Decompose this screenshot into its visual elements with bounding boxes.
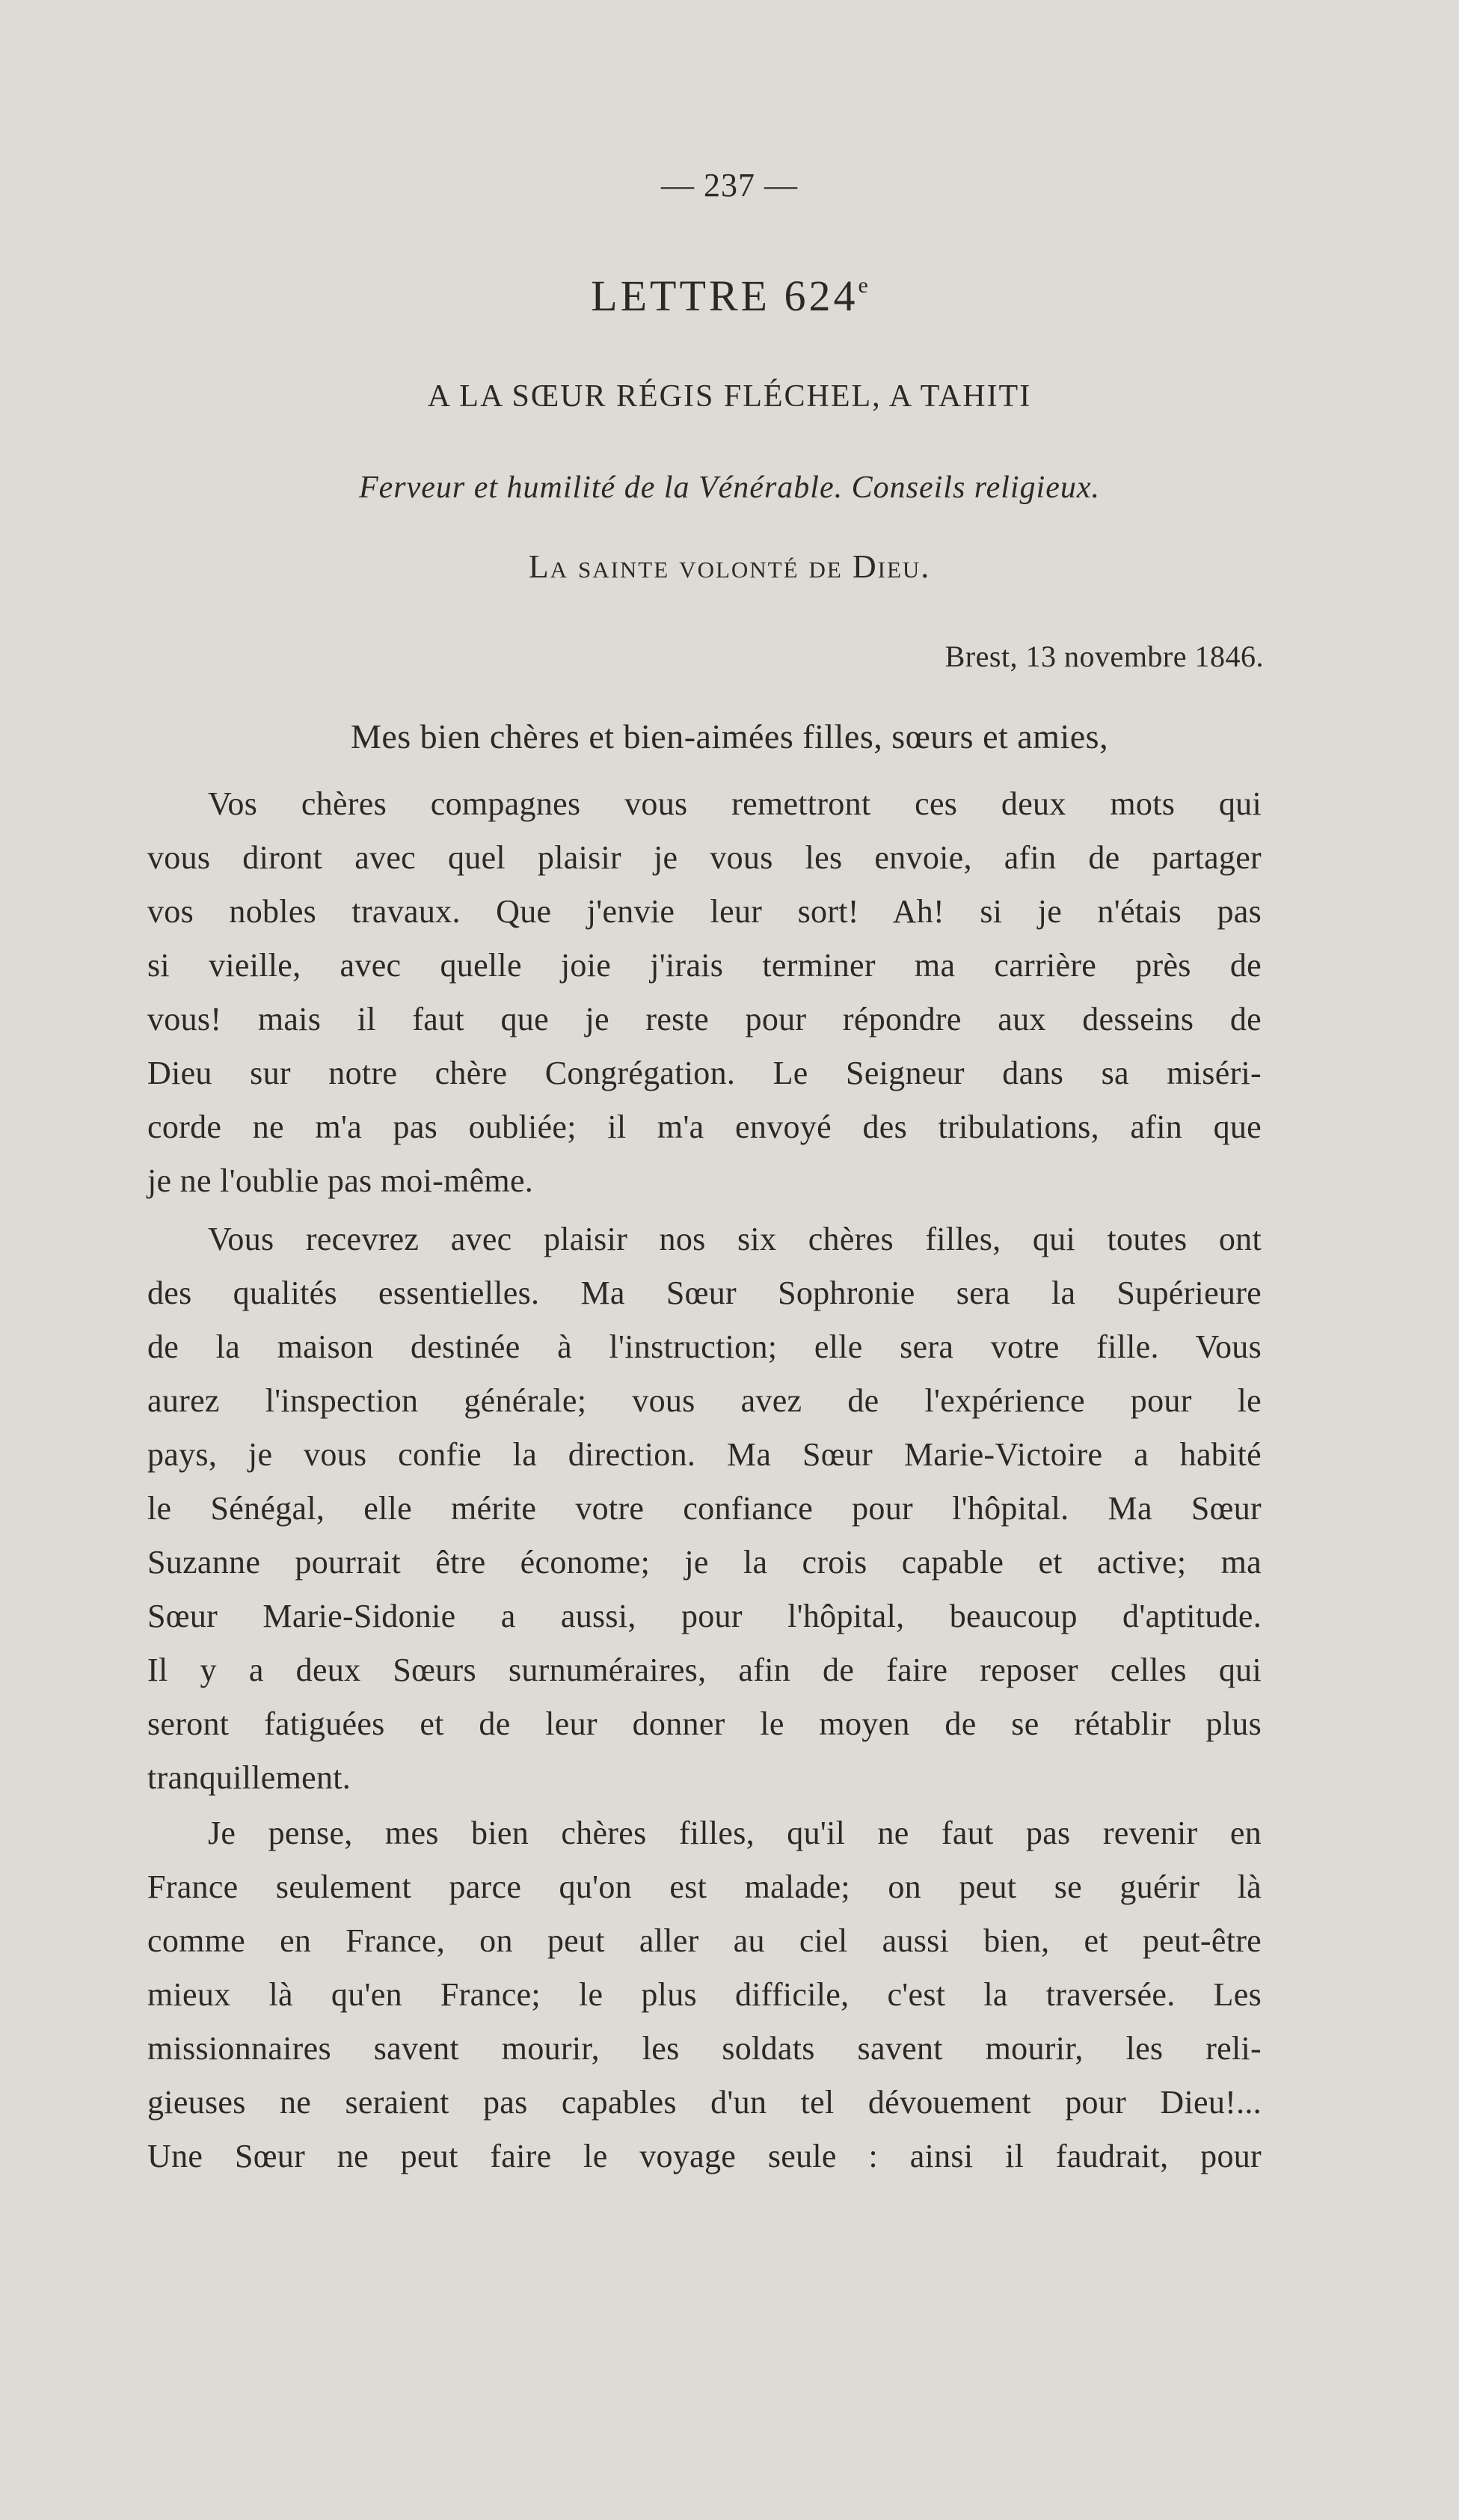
letter-title-text: LETTRE 624 xyxy=(591,272,858,320)
body-line: pays, je vous confie la direction. Ma Sœur Marie-Victoire a habité xyxy=(147,1436,1262,1473)
body-line: Il y a deux Sœurs surnuméraires, afin de faire reposer celles qui xyxy=(147,1652,1262,1688)
body-line: Vos chères compagnes vous remettront ces deux mots qui xyxy=(208,785,1262,822)
letter-subject: Ferveur et humilité de la Vénérable. Conseils religieux. xyxy=(358,470,1101,505)
letter-theme: La sainte volonté de Dieu. xyxy=(528,548,931,585)
body-line: tranquillement. xyxy=(147,1759,351,1796)
body-line: si vieille, avec quelle joie j'irais terminer ma carrière près de xyxy=(147,947,1262,984)
letter-dateline: Brest, 13 novembre 1846. xyxy=(944,640,1264,673)
body-line: vous diront avec quel plaisir je vous les envoie, afin de partager xyxy=(147,839,1262,876)
body-line: corde ne m'a pas oubliée; il m'a envoyé des tribulations, afin que xyxy=(147,1109,1262,1145)
letter-title-superscript: e xyxy=(858,273,868,298)
body-line: de la maison destinée à l'instruction; elle sera votre fille. Vous xyxy=(147,1328,1262,1365)
body-line: Une Sœur ne peut faire le voyage seule : ainsi il faudrait, pour xyxy=(147,2138,1262,2174)
body-line: aurez l'inspection générale; vous avez de l'expérience pour le xyxy=(147,1382,1262,1419)
body-line: Sœur Marie-Sidonie a aussi, pour l'hôpital, beaucoup d'aptitude. xyxy=(147,1598,1262,1634)
body-line: missionnaires savent mourir, les soldats savent mourir, les reli- xyxy=(147,2030,1262,2067)
body-line: Suzanne pourrait être économe; je la crois capable et active; ma xyxy=(147,1544,1262,1581)
letter-salutation: Mes bien chères et bien-aimées filles, sœurs et amies, xyxy=(350,717,1109,755)
body-line: France seulement parce qu'on est malade; on peut se guérir là xyxy=(147,1868,1262,1905)
body-line: Dieu sur notre chère Congrégation. Le Seigneur dans sa miséri- xyxy=(147,1055,1262,1091)
body-line: mieux là qu'en France; le plus difficile, c'est la traversée. Les xyxy=(147,1976,1262,2013)
page-number: — 237 — xyxy=(661,167,798,203)
body-line: je ne l'oublie pas moi-même. xyxy=(147,1162,534,1199)
body-line: gieuses ne seraient pas capables d'un tel dévouement pour Dieu!... xyxy=(147,2084,1262,2121)
body-line: comme en France, on peut aller au ciel aussi bien, et peut-être xyxy=(147,1922,1262,1959)
body-line: Vous recevrez avec plaisir nos six chères filles, qui toutes ont xyxy=(208,1221,1262,1257)
body-line: des qualités essentielles. Ma Sœur Sophronie sera la Supérieure xyxy=(147,1275,1262,1311)
letter-title xyxy=(0,271,1459,321)
body-line: seront fatiguées et de leur donner le moyen de se rétablir plus xyxy=(147,1705,1262,1742)
body-line: vous! mais il faut que je reste pour répondre aux desseins de xyxy=(147,1001,1262,1037)
body-line: le Sénégal, elle mérite votre confiance pour l'hôpital. Ma Sœur xyxy=(147,1490,1262,1527)
body-line: Je pense, mes bien chères filles, qu'il ne faut pas revenir en xyxy=(208,1815,1262,1851)
letter-recipient: A LA SŒUR RÉGIS FLÉCHEL, A TAHITI xyxy=(427,379,1032,414)
body-line: vos nobles travaux. Que j'envie leur sort! Ah! si je n'étais pas xyxy=(147,893,1262,930)
